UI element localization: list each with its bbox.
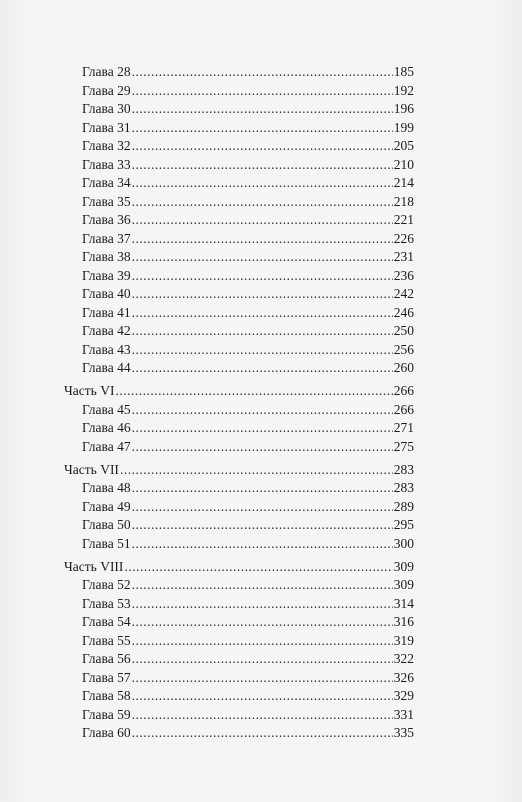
toc-chapter-entry <box>64 82 414 101</box>
toc-entry-label: Глава 57 <box>82 669 131 685</box>
toc-entry-label: Глава 52 <box>82 577 131 593</box>
toc-entry-page-number: 266 <box>393 401 414 417</box>
toc-entry-page-number: 196 <box>393 101 414 116</box>
toc-entry-page-number: 242 <box>393 286 414 301</box>
toc-entry-label: Часть VII <box>64 461 119 477</box>
toc-entry-page-number: 256 <box>393 341 414 357</box>
table-of-contents <box>64 63 414 743</box>
toc-entry-page-number: 289 <box>393 498 414 514</box>
toc-entry-page-number: 226 <box>393 230 414 246</box>
dot-leader <box>132 82 393 101</box>
dot-leader <box>132 211 393 230</box>
toc-chapter-entry <box>64 359 414 378</box>
toc-entry-label: Глава 28 <box>82 64 131 79</box>
toc-entry-page-number: 283 <box>393 480 414 496</box>
toc-entry-page-number: 300 <box>393 535 414 551</box>
toc-entry-label: Глава 40 <box>82 286 131 301</box>
dot-leader <box>132 576 393 595</box>
toc-entry-label: Глава 29 <box>82 82 131 98</box>
toc-chapter-entry <box>64 650 414 669</box>
toc-entry-label: Глава 58 <box>82 688 131 704</box>
toc-entry-page-number: 322 <box>393 651 414 667</box>
toc-entry-label: Часть VI <box>64 383 115 399</box>
toc-chapter-entry <box>64 174 414 193</box>
dot-leader <box>132 595 393 614</box>
dot-leader <box>132 706 393 725</box>
toc-chapter-entry <box>64 479 414 498</box>
toc-chapter-entry <box>64 535 414 554</box>
toc-entry-page-number: 199 <box>393 119 414 135</box>
dot-leader <box>132 63 393 82</box>
dot-leader <box>132 119 393 138</box>
dot-leader <box>120 461 393 480</box>
toc-entry-label: Глава 48 <box>82 480 131 496</box>
toc-entry-page-number: 329 <box>393 688 414 704</box>
toc-entry-page-number: 271 <box>393 420 414 436</box>
dot-leader <box>132 285 393 304</box>
toc-part-entry <box>64 558 414 577</box>
toc-part-entry <box>64 382 414 401</box>
toc-entry-label: Глава 54 <box>82 614 131 630</box>
dot-leader <box>132 438 393 457</box>
toc-entry-page-number: 210 <box>393 156 414 172</box>
toc-chapter-entry <box>64 706 414 725</box>
toc-entry-page-number: 275 <box>393 438 414 454</box>
toc-entry-page-number: 326 <box>393 669 414 685</box>
toc-chapter-entry <box>64 576 414 595</box>
dot-leader <box>132 248 393 267</box>
toc-chapter-entry <box>64 516 414 535</box>
toc-entry-label: Глава 49 <box>82 498 131 514</box>
dot-leader <box>132 498 393 517</box>
toc-entry-page-number: 331 <box>393 706 414 722</box>
toc-chapter-entry <box>64 230 414 249</box>
toc-entry-page-number: 295 <box>393 517 414 533</box>
dot-leader <box>132 401 393 420</box>
dot-leader <box>132 724 393 743</box>
toc-entry-page-number: 185 <box>393 64 414 79</box>
dot-leader <box>132 535 393 554</box>
dot-leader <box>132 419 393 438</box>
toc-entry-label: Глава 43 <box>82 341 131 357</box>
toc-entry-page-number: 266 <box>393 383 414 399</box>
toc-chapter-entry <box>64 498 414 517</box>
dot-leader <box>115 382 392 401</box>
toc-entry-label: Глава 55 <box>82 632 131 648</box>
toc-chapter-entry <box>64 267 414 286</box>
toc-entry-page-number: 316 <box>393 614 414 630</box>
toc-entry-label: Глава 30 <box>82 101 131 116</box>
toc-entry-page-number: 221 <box>393 212 414 227</box>
toc-entry-page-number: 260 <box>393 360 414 375</box>
toc-chapter-entry <box>64 438 414 457</box>
toc-entry-page-number: 214 <box>393 175 414 190</box>
toc-entry-page-number: 192 <box>393 82 414 98</box>
toc-entry-label: Глава 33 <box>82 156 131 172</box>
toc-entry-label: Глава 51 <box>82 535 131 551</box>
toc-entry-label: Глава 41 <box>82 304 131 320</box>
toc-entry-page-number: 218 <box>393 193 414 209</box>
toc-entry-label: Глава 42 <box>82 323 131 338</box>
toc-chapter-entry <box>64 119 414 138</box>
toc-entry-page-number: 314 <box>393 595 414 611</box>
toc-entry-label: Глава 36 <box>82 212 131 227</box>
toc-chapter-entry <box>64 419 414 438</box>
toc-chapter-entry <box>64 100 414 119</box>
dot-leader <box>132 304 393 323</box>
toc-chapter-entry <box>64 613 414 632</box>
toc-chapter-entry <box>64 304 414 323</box>
toc-entry-label: Глава 50 <box>82 517 131 533</box>
toc-entry-label: Глава 59 <box>82 706 131 722</box>
toc-entry-label: Глава 31 <box>82 119 131 135</box>
toc-entry-label: Глава 45 <box>82 401 131 417</box>
dot-leader <box>132 100 393 119</box>
dot-leader <box>132 632 393 651</box>
toc-entry-label: Глава 32 <box>82 138 131 153</box>
toc-chapter-entry <box>64 669 414 688</box>
toc-chapter-entry <box>64 401 414 420</box>
toc-chapter-entry <box>64 687 414 706</box>
toc-chapter-entry <box>64 156 414 175</box>
dot-leader <box>132 193 393 212</box>
toc-chapter-entry <box>64 595 414 614</box>
dot-leader <box>132 687 393 706</box>
toc-entry-label: Глава 60 <box>82 725 131 741</box>
toc-entry-page-number: 250 <box>393 323 414 338</box>
toc-chapter-entry <box>64 211 414 230</box>
dot-leader <box>132 267 393 286</box>
dot-leader <box>124 558 392 577</box>
toc-chapter-entry <box>64 285 414 304</box>
toc-entry-label: Глава 38 <box>82 249 131 264</box>
dot-leader <box>132 156 393 175</box>
toc-entry-page-number: 319 <box>393 632 414 648</box>
toc-entry-label: Глава 56 <box>82 651 131 667</box>
dot-leader <box>132 174 393 193</box>
toc-entry-label: Глава 37 <box>82 230 131 246</box>
toc-chapter-entry <box>64 193 414 212</box>
dot-leader <box>132 516 393 535</box>
toc-entry-label: Глава 53 <box>82 595 131 611</box>
toc-entry-label: Часть VIII <box>64 558 124 574</box>
dot-leader <box>132 613 393 632</box>
toc-entry-label: Глава 34 <box>82 175 131 190</box>
dot-leader <box>132 650 393 669</box>
toc-entry-label: Глава 35 <box>82 193 131 209</box>
toc-part-entry <box>64 461 414 480</box>
dot-leader <box>132 230 393 249</box>
toc-entry-page-number: 246 <box>393 304 414 320</box>
toc-entry-page-number: 309 <box>393 558 414 574</box>
toc-chapter-entry <box>64 724 414 743</box>
toc-chapter-entry <box>64 248 414 267</box>
toc-entry-label: Глава 39 <box>82 267 131 283</box>
toc-entry-label: Глава 47 <box>82 438 131 454</box>
dot-leader <box>132 341 393 360</box>
dot-leader <box>132 137 393 156</box>
dot-leader <box>132 322 393 341</box>
toc-entry-page-number: 309 <box>393 577 414 593</box>
toc-entry-page-number: 236 <box>393 267 414 283</box>
toc-entry-page-number: 231 <box>393 249 414 264</box>
toc-entry-page-number: 283 <box>393 461 414 477</box>
toc-entry-page-number: 205 <box>393 138 414 153</box>
toc-chapter-entry <box>64 341 414 360</box>
toc-chapter-entry <box>64 137 414 156</box>
toc-chapter-entry <box>64 632 414 651</box>
toc-entry-label: Глава 44 <box>82 360 131 375</box>
dot-leader <box>132 479 393 498</box>
dot-leader <box>132 359 393 378</box>
toc-chapter-entry <box>64 63 414 82</box>
toc-entry-page-number: 335 <box>393 725 414 741</box>
dot-leader <box>132 669 393 688</box>
toc-chapter-entry <box>64 322 414 341</box>
toc-entry-label: Глава 46 <box>82 420 131 436</box>
